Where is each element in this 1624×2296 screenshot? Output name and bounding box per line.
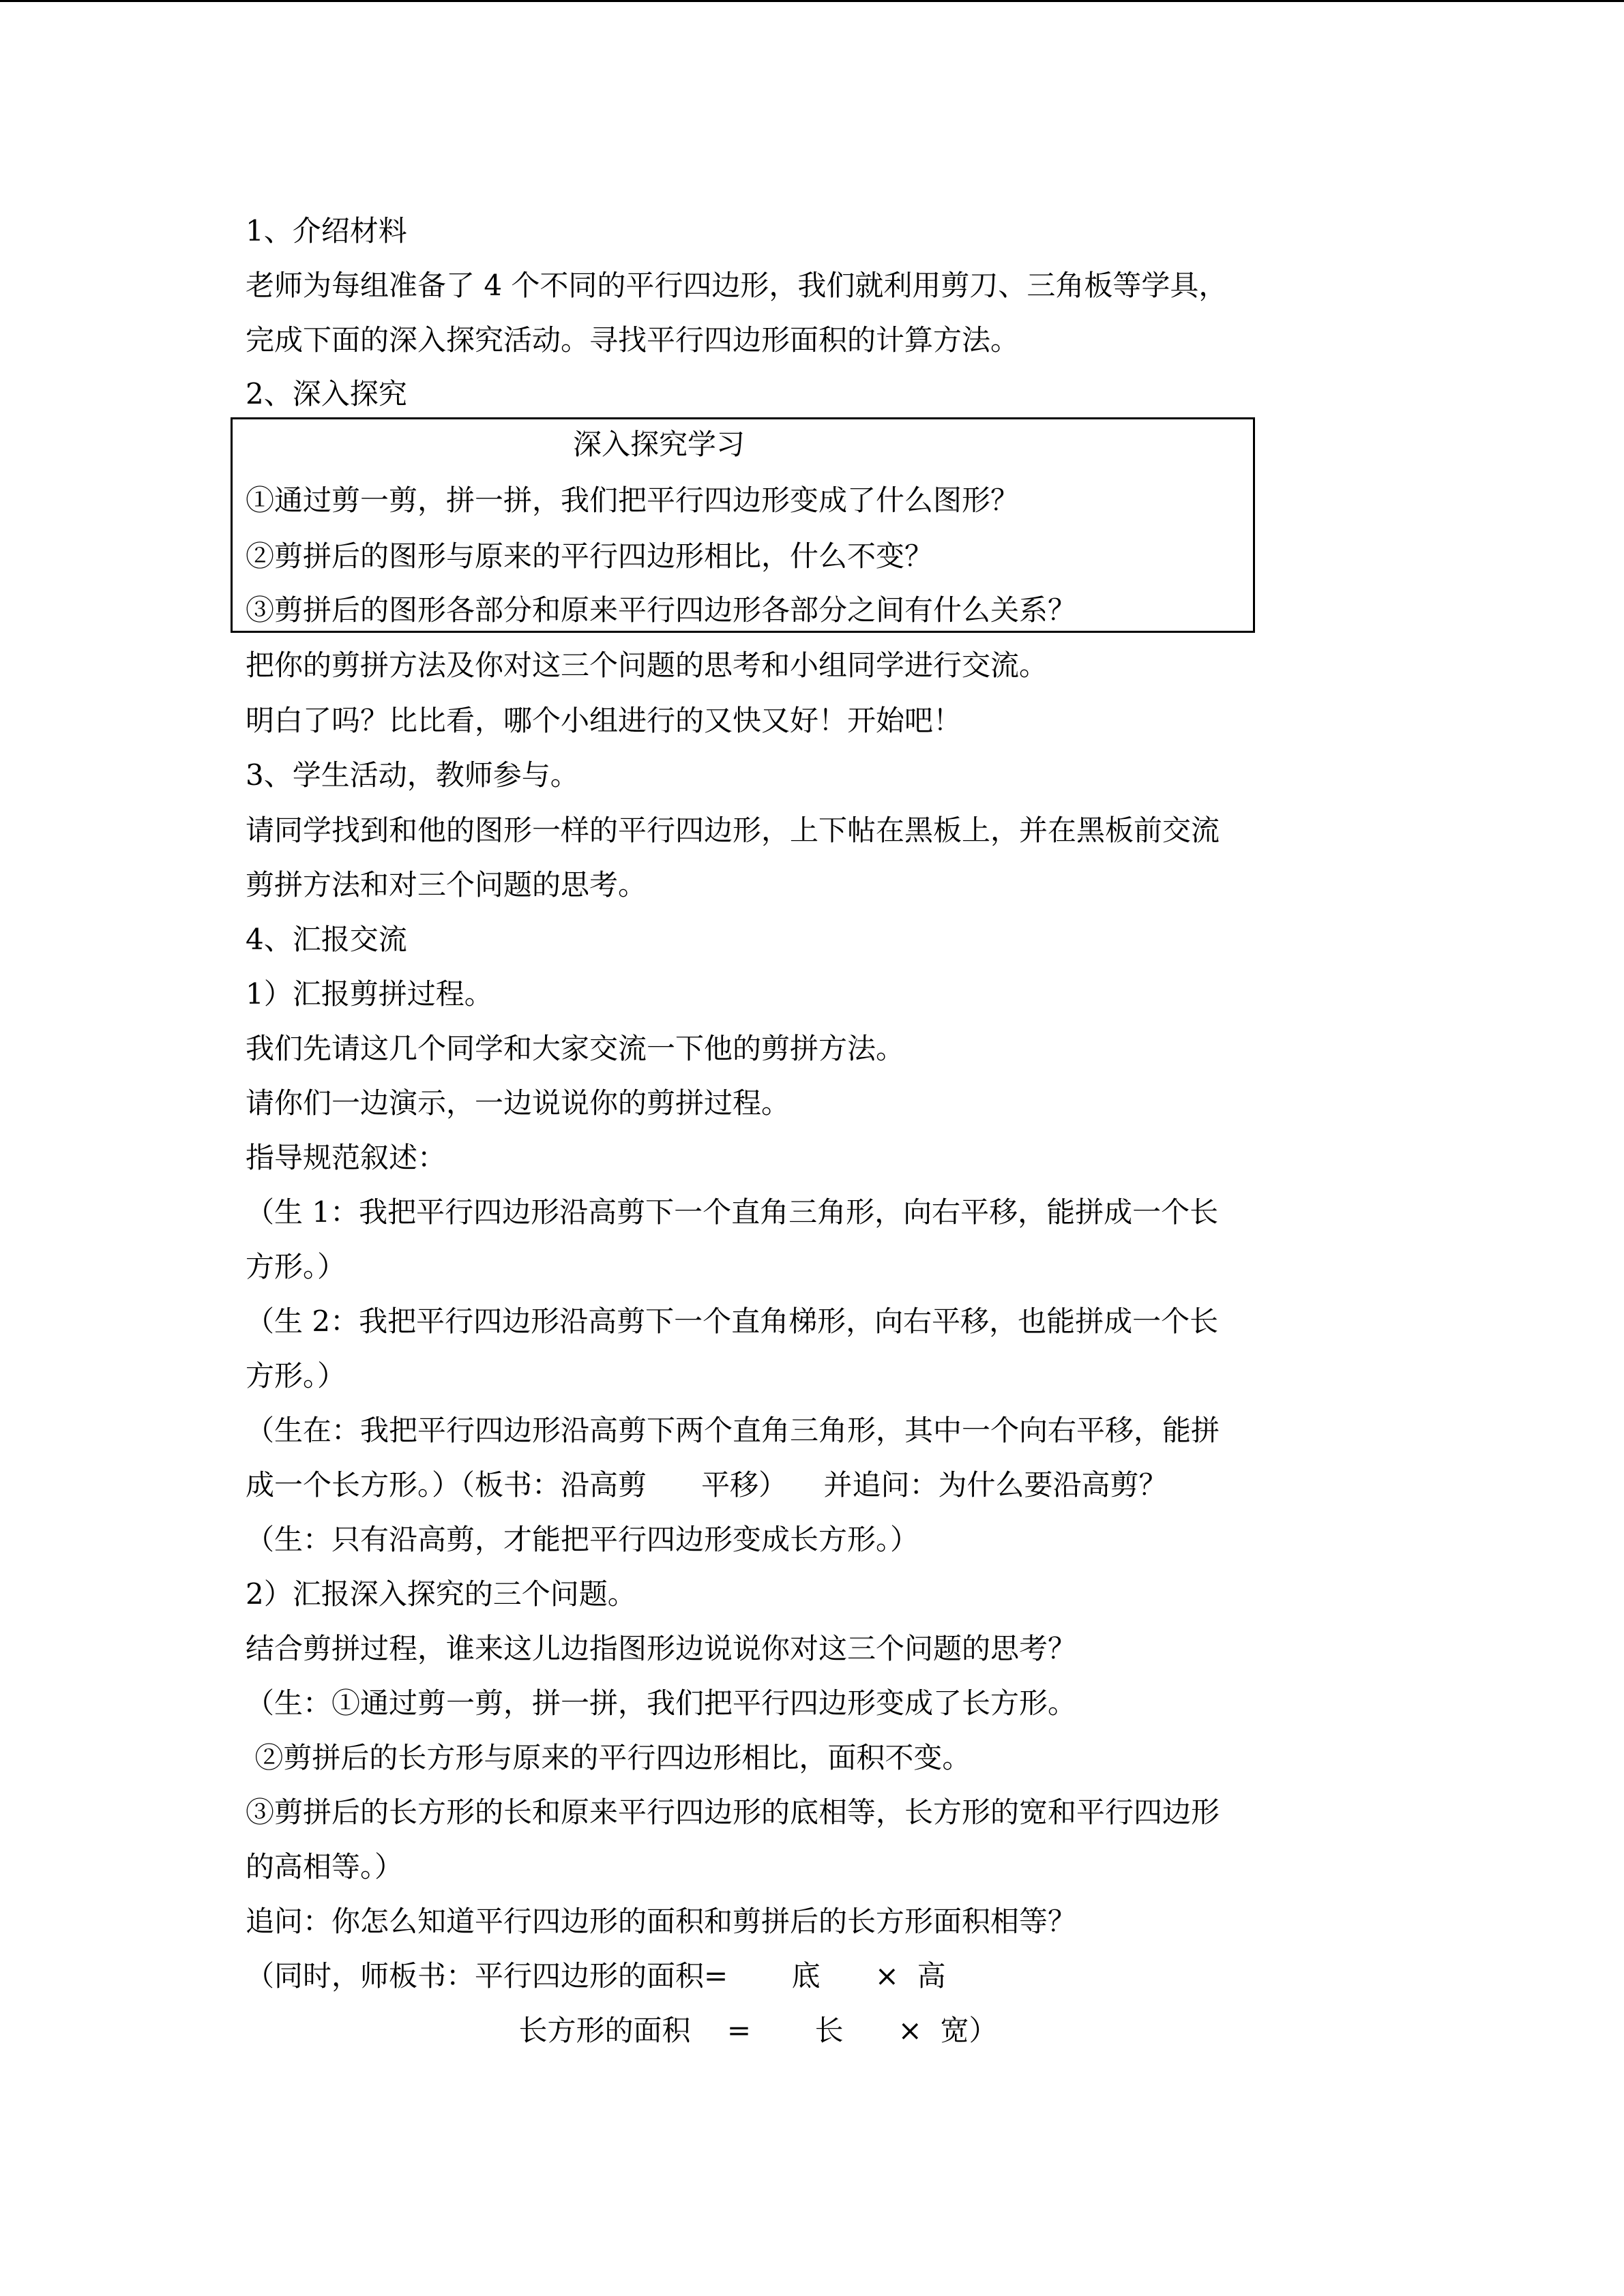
top-border-line [0,0,1624,2]
inquiry-box-title: 深入探究学习 [573,428,745,461]
paragraph-line: 结合剪拼过程，谁来这儿边指图形边说说你对这三个问题的思考？ [246,1632,1077,1665]
heading-introduce-materials: 1、介绍材料 [246,214,407,248]
paragraph-line: 剪拼方法和对三个问题的思考。 [246,868,647,901]
paragraph-line: （生在：我把平行四边形沿高剪下两个直角三角形，其中一个向右平移，能拼 [246,1414,1220,1447]
paragraph-line: 方形。） [246,1250,346,1283]
paragraph-line: 我们先请这几个同学和大家交流一下他的剪拼方法。 [246,1032,905,1065]
paragraph-line: 请同学找到和他的图形一样的平行四边形，上下帖在黑板上，并在黑板前交流 [246,814,1220,847]
paragraph-line: 指导规范叙述： [246,1141,447,1174]
heading-deep-inquiry: 2、深入探究 [246,377,407,411]
heading-student-activity: 3、学生活动，教师参与。 [246,758,579,792]
formula-parallelogram-area: （同时，师板书：平行四边形的面积= 底 × 高 [246,1959,946,1993]
formula-rectangle-area: 长方形的面积 = 长 × 宽） [246,2014,998,2047]
paragraph-line: 的高相等。） [246,1850,404,1883]
paragraph-line: 把你的剪拼方法及你对这三个问题的思考和小组同学进行交流。 [246,648,1048,682]
paragraph-line: 方形。） [246,1359,346,1392]
paragraph-line: 完成下面的深入探究活动。寻找平行四边形面积的计算方法。 [246,323,1020,357]
paragraph-line: （生 1：我把平行四边形沿高剪下一个直角三角形，向右平移，能拼成一个长 [246,1195,1219,1229]
heading-report-exchange: 4、汇报交流 [246,923,407,956]
inquiry-question-3: ③剪拼后的图形各部分和原来平行四边形各部分之间有什么关系？ [246,593,1077,627]
subheading-report-questions: 2）汇报深入探究的三个问题。 [246,1577,636,1611]
inquiry-question-1: ①通过剪一剪，拼一拼，我们把平行四边形变成了什么图形？ [246,483,1020,517]
paragraph-line: 追问：你怎么知道平行四边形的面积和剪拼后的长方形面积相等？ [246,1905,1077,1938]
paragraph-line: 老师为每组准备了 4 个不同的平行四边形，我们就利用剪刀、三角板等学具， [246,269,1228,302]
paragraph-line: ③剪拼后的长方形的长和原来平行四边形的底相等，长方形的宽和平行四边形 [246,1795,1220,1829]
paragraph-line: 请你们一边演示，一边说说你的剪拼过程。 [246,1086,791,1120]
paragraph-line: ②剪拼后的长方形与原来的平行四边形相比，面积不变。 [246,1741,971,1774]
subheading-report-process: 1）汇报剪拼过程。 [246,977,493,1011]
paragraph-line: （生 2：我把平行四边形沿高剪下一个直角梯形，向右平移，也能拼成一个长 [246,1304,1219,1338]
paragraph-line: 明白了吗？比比看，哪个小组进行的又快又好！开始吧！ [246,704,962,737]
paragraph-line: （生：①通过剪一剪，拼一拼，我们把平行四边形变成了长方形。 [246,1686,1077,1720]
paragraph-line: （生：只有沿高剪，才能把平行四边形变成长方形。） [246,1523,919,1556]
inquiry-question-2: ②剪拼后的图形与原来的平行四边形相比，什么不变？ [246,539,934,573]
paragraph-line: 成一个长方形。）（板书：沿高剪 平移） 并追问：为什么要沿高剪？ [246,1468,1168,1502]
